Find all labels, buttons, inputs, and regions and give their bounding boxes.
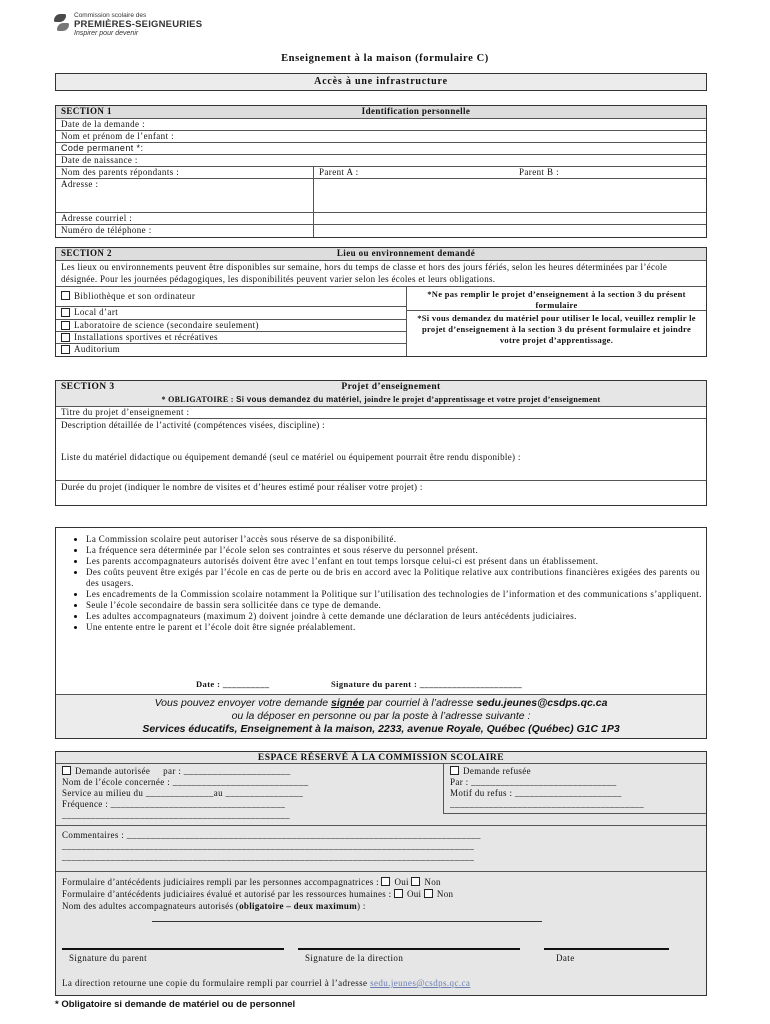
location-options [56,287,406,356]
option-installations[interactable]: Installations sportives et récréatives [56,332,406,344]
checkbox-icon[interactable] [450,766,459,775]
section-2-intro: Les lieux ou environnements peuvent être disponibles sur semaine, hors du temps de classe et hors des jours fériés, selon les heures déterminées par l’école désignée. Pour les journées pédagogiques, les disponibilités peuvent varier selon les écoles et leurs obligations. [56,261,706,287]
telephone-label: Numéro de téléphone : [61,225,152,235]
condition-item: • La fréquence sera déterminée par l’école selon ses contraintes et sous réserve du personnel présent. [86,545,706,556]
sig-date[interactable]: Date [544,948,669,963]
note-no-project: *Ne pas remplir le projet d’enseignement à la section 3 du présent formulaire [407,287,706,311]
parent-a-field[interactable]: Parent A : [313,167,513,178]
conditions-box [55,527,707,739]
option-local-art[interactable]: Local d’art [56,307,406,320]
return-email-link[interactable]: sedu.jeunes@csdps.qc.ca [370,978,471,988]
field-nom-enfant[interactable]: Nom et prénom de l’enfant : [56,131,706,143]
courriel-label: Adresse courriel : [61,213,133,223]
refused-block: Demande refusée Par : ______________________________ Motif du refus : ______________________ ________________________________________ [443,764,706,814]
section-1-label: SECTION 1 [61,106,112,116]
checkbox-icon[interactable] [61,333,70,342]
section-2 [55,247,707,357]
logo-line-2: PREMIÈRES-SEIGNEURIES [74,19,203,30]
reserved-space [55,751,707,996]
obligatoire-note: * OBLIGATOIRE : Si vous demandez du matériel, joindre le projet d’apprentissage et votre projet d’enseignement [161,395,601,404]
condition-item: • Des coûts peuvent être exigés par l’école en cas de perte ou de bris en accord avec la Politique relative aux contributions financières exigées des parents ou des usagers. [86,567,706,589]
logo-mark-icon [54,12,70,34]
option-auditorium[interactable]: Auditorium [56,344,406,356]
field-telephone [56,225,706,237]
note-materiel: *Si vous demandez du matériel pour utiliser le local, veuillez remplir le projet d’enseignement à la section 3 du présent formulaire et joindre votre projet d’apprentissage. [417,313,696,345]
section-2-title: Lieu ou environnement demandé [336,248,476,258]
send-instructions: Vous pouvez envoyer votre demande signée par courriel à l’adresse sedu.jeunes@csdps.qc.ca ou la déposer en personne ou par la poste à l’adresse suivante : Services éducatifs, Enseignement à la maison, 2233, avenue Royale, Québec (Québec) G1C 1P3 [56,694,706,738]
option-laboratoire[interactable]: Laboratoire de science (secondaire seulement) [56,320,406,332]
footnote: * Obligatoire si demande de matériel ou de personnel [55,999,296,1010]
logo-line-1: Commission scolaire des [74,12,147,19]
field-duree[interactable]: Durée du projet (indiquer le nombre de visites et d’heures estimé pour réaliser votre projet) : [61,482,423,492]
parent-signature-field[interactable]: Signature du parent : ______________________ [331,679,523,689]
condition-item: • La Commission scolaire peut autoriser l’accès sous réserve de sa disponibilité. [86,534,706,545]
checkbox-icon[interactable] [61,345,70,354]
section-2-label: SECTION 2 [61,248,112,258]
antecedents-block: Formulaire d’antécédents judiciaires rempli par les personnes accompagnatrices : Oui Non Formulaire d’antécédents judiciaires évalué et autorisé par les ressources humaines : Oui Non Nom des adultes accompagnateurs autorisés (obligatoire – deux maximum) : [56,872,706,928]
field-code-permanent[interactable]: Code permanent *: [56,143,706,155]
adresse-input[interactable] [313,179,706,212]
courriel-input[interactable] [313,213,706,224]
condition-item: • Les adultes accompagnateurs (maximum 2) doivent joindre à cette demande une déclaration de leurs antécédents judiciaires. [86,611,706,622]
checkbox-icon[interactable] [61,321,70,330]
checkbox-icon[interactable] [62,766,71,775]
checkbox-icon[interactable] [61,291,70,300]
section-1 [55,105,707,238]
checkbox-icon[interactable] [394,889,403,898]
section-3-title: Projet d’enseignement [341,382,441,392]
sig-parent[interactable]: Signature du parent [62,948,284,963]
checkbox-icon[interactable] [411,877,420,886]
section-1-title: Identification personnelle [361,106,471,116]
approved-block: Demande autorisée par : ______________________ Nom de l’école concernée : ____________________________ Service au milieu du ______________au ________________ Fréquence : ____________________________________ _______________________________________________ [62,766,309,820]
condition-item: • Une entente entre le parent et l’école doit être signée préalablement. [86,622,706,633]
comments-field[interactable]: Commentaires : _________________________________________________________________________ [62,830,481,840]
option-bibliotheque[interactable]: Bibliothèque et son ordinateur [56,287,406,307]
field-courriel [56,213,706,225]
telephone-input[interactable] [313,225,706,237]
field-parents [56,167,706,179]
checkbox-icon[interactable] [424,889,433,898]
parents-label: Nom des parents répondants : [61,167,180,177]
comments-block: Commentaires : _________________________________________________________________________ _____________________________________________________________________________________ _____________________________________________________________________________________ [56,826,706,872]
condition-item: • Les encadrements de la Commission scolaire notamment la Politique sur l’utilisation des technologies de l’information et des communications s’appliquent. [86,589,706,600]
checkbox-icon[interactable] [381,877,390,886]
signature-line [56,679,706,693]
field-titre-projet[interactable]: Titre du projet d’enseignement : [56,407,706,419]
school-board-logo [54,12,202,37]
field-date-naissance[interactable]: Date de naissance : [56,155,706,167]
adults-names-line[interactable] [152,913,542,922]
section-3-label: SECTION 3 [61,382,115,392]
return-note: La direction retourne une copie du formulaire rempli par courriel à l’adresse sedu.jeunes@csdps.qc.ca [62,978,471,988]
conditions-list [56,534,706,633]
form-subtitle: Accès à une infrastructure [55,73,707,91]
condition-item: • Seule l’école secondaire de bassin sera sollicitée dans ce type de demande. [86,600,706,611]
signatures-row [56,948,706,966]
reserved-title: ESPACE RÉSERVÉ À LA COMMISSION SCOLAIRE [56,752,706,764]
field-description[interactable]: Description détaillée de l’activité (compétences visées, discipline) : [61,420,325,430]
condition-item: • Les parents accompagnateurs autorisés doivent être avec l’enfant en tout temps lorsque celui-ci est présent dans un établissement. [86,556,706,567]
field-date-demande[interactable]: Date de la demande : [56,119,706,131]
date-field[interactable]: Date : __________ [196,679,270,689]
form-title: Enseignement à la maison (formulaire C) [281,53,489,64]
field-materiel[interactable]: Liste du matériel didactique ou équipement demandé (seul ce matériel ou équipement pourrait être rendu disponible) : [56,451,706,481]
sig-direction[interactable]: Signature de la direction [298,948,520,963]
checkbox-icon[interactable] [61,308,70,317]
parent-b-field[interactable]: Parent B : [519,167,559,177]
adresse-label: Adresse : [61,179,99,189]
logo-tagline: Inspirer pour devenir [74,30,139,37]
field-adresse [56,179,706,213]
email-link[interactable]: sedu.jeunes@csdps.qc.ca [476,697,608,709]
section-3 [55,380,707,506]
